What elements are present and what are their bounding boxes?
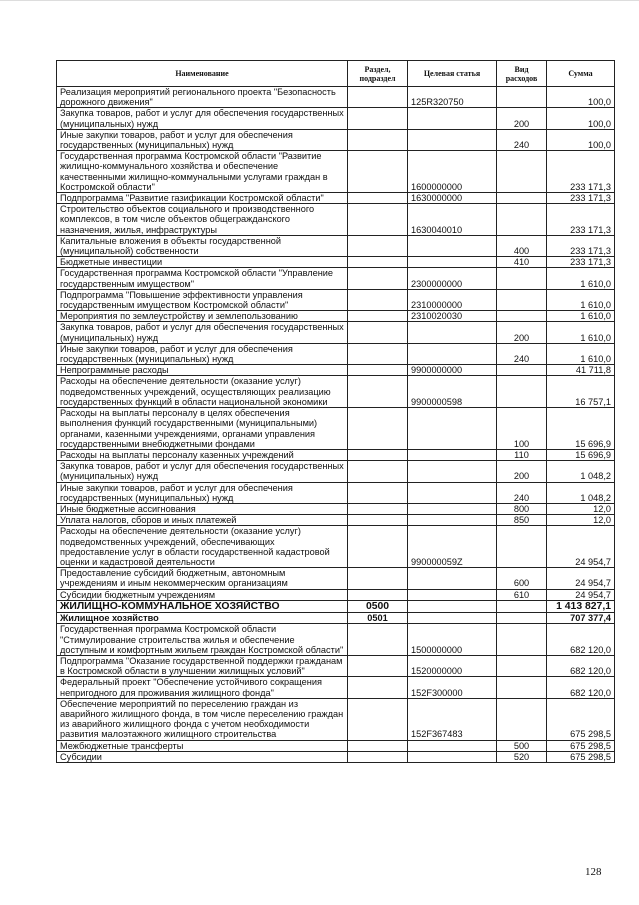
row-celevaya-cell [408, 235, 497, 256]
row-vid-cell: 240 [497, 343, 547, 364]
row-razdel-cell [348, 482, 408, 503]
row-vid-cell [497, 204, 547, 236]
row-celevaya-cell [408, 568, 497, 589]
row-celevaya-cell [408, 257, 497, 268]
row-summa-cell: 100,0 [547, 87, 615, 108]
row-celevaya-cell: 2310020030 [408, 311, 497, 322]
row-razdel-cell [348, 526, 408, 568]
row-summa-cell: 233 171,3 [547, 151, 615, 193]
row-vid-cell [497, 698, 547, 740]
table-row [57, 600, 615, 613]
row-vid-cell [497, 289, 547, 310]
table-row [57, 87, 615, 108]
row-razdel-cell [348, 656, 408, 677]
row-celevaya-cell: 1630000000 [408, 193, 497, 204]
row-celevaya-cell: 1520000000 [408, 656, 497, 677]
table-row [57, 235, 615, 256]
row-summa-cell: 233 171,3 [547, 235, 615, 256]
row-summa-cell: 1 610,0 [547, 322, 615, 343]
row-vid-cell [497, 376, 547, 408]
budget-table [56, 60, 615, 763]
row-name-cell: Иные бюджетные ассигнования [57, 503, 348, 514]
row-celevaya-cell [408, 322, 497, 343]
row-name-cell: Реализация мероприятий регионального проекта "Безопасность дорожного движения" [57, 87, 348, 108]
row-razdel-cell [348, 740, 408, 751]
row-vid-cell [497, 268, 547, 289]
row-summa-cell: 16 757,1 [547, 376, 615, 408]
row-celevaya-cell: 1600000000 [408, 151, 497, 193]
row-summa-cell: 233 171,3 [547, 204, 615, 236]
row-razdel-cell [348, 193, 408, 204]
row-celevaya-cell [408, 503, 497, 514]
row-summa-cell: 1 610,0 [547, 268, 615, 289]
row-vid-cell [497, 600, 547, 613]
row-name-cell: Расходы на выплаты персоналу казенных учреждений [57, 449, 348, 460]
row-razdel-cell [348, 503, 408, 514]
table-row [57, 449, 615, 460]
table-row [57, 257, 615, 268]
row-name-cell: Строительство объектов социального и производственного комплексов, в том числе объектов общегражданского назначения, жилья, инфраструктуры [57, 204, 348, 236]
table-row [57, 289, 615, 310]
row-razdel-cell [348, 449, 408, 460]
row-vid-cell: 410 [497, 257, 547, 268]
table-body [57, 87, 615, 763]
row-summa-cell: 15 696,9 [547, 408, 615, 450]
row-summa-cell: 675 298,5 [547, 740, 615, 751]
row-name-cell: Предоставление субсидий бюджетным, автономным учреждениям и иным некоммерческим организациям [57, 568, 348, 589]
row-razdel-cell [348, 589, 408, 600]
row-summa-cell: 1 048,2 [547, 461, 615, 482]
table-row [57, 129, 615, 150]
row-name-cell: Подпрограмма "Оказание государственной поддержки гражданам в Костромской области в улучшении жилищных условий" [57, 656, 348, 677]
row-razdel-cell [348, 87, 408, 108]
row-summa-cell: 24 954,7 [547, 526, 615, 568]
row-name-cell: Государственная программа Костромской области "Управление государственным имуществом" [57, 268, 348, 289]
row-razdel-cell [348, 257, 408, 268]
row-vid-cell [497, 193, 547, 204]
row-summa-cell: 1 610,0 [547, 289, 615, 310]
table-row [57, 503, 615, 514]
row-name-cell: Подпрограмма "Развитие газификации Костромской области" [57, 193, 348, 204]
row-name-cell: Федеральный проект "Обеспечение устойчивого сокращения непригодного для проживания жилищного фонда" [57, 677, 348, 698]
row-summa-cell: 24 954,7 [547, 568, 615, 589]
row-vid-cell: 200 [497, 461, 547, 482]
row-razdel-cell [348, 408, 408, 450]
row-name-cell: Межбюджетные трансферты [57, 740, 348, 751]
row-celevaya-cell: 1630040010 [408, 204, 497, 236]
row-celevaya-cell [408, 108, 497, 129]
row-razdel-cell [348, 677, 408, 698]
row-name-cell: Иные закупки товаров, работ и услуг для обеспечения государственных (муниципальных) нужд [57, 482, 348, 503]
row-celevaya-cell: 9900000000 [408, 365, 497, 376]
row-vid-cell: 610 [497, 589, 547, 600]
row-celevaya-cell: 2300000000 [408, 268, 497, 289]
row-celevaya-cell [408, 613, 497, 624]
row-vid-cell [497, 87, 547, 108]
row-name-cell: Мероприятия по землеустройству и землепользованию [57, 311, 348, 322]
row-summa-cell: 24 954,7 [547, 589, 615, 600]
row-celevaya-cell [408, 740, 497, 751]
row-celevaya-cell: 2310000000 [408, 289, 497, 310]
table-row [57, 376, 615, 408]
row-razdel-cell: 0500 [348, 600, 408, 613]
table-row [57, 751, 615, 762]
table-row [57, 311, 615, 322]
row-vid-cell: 200 [497, 322, 547, 343]
row-name-cell: Обеспечение мероприятий по переселению граждан из аварийного жилищного фонда, в том числе переселению граждан из аварийного жилищного фонда с учетом необходимости развития малоэтажного жилищного строительства [57, 698, 348, 740]
table-row [57, 589, 615, 600]
row-name-cell: Непрограммные расходы [57, 365, 348, 376]
row-vid-cell: 200 [497, 108, 547, 129]
row-name-cell: Расходы на обеспечение деятельности (оказание услуг) подведомственных учреждений, обеспечивающих предоставление услуг в области государственной кадастровой оценки и кадастровой деятельности [57, 526, 348, 568]
row-vid-cell: 400 [497, 235, 547, 256]
row-celevaya-cell [408, 343, 497, 364]
table-row [57, 408, 615, 450]
row-summa-cell: 675 298,5 [547, 751, 615, 762]
row-vid-cell [497, 311, 547, 322]
row-vid-cell: 600 [497, 568, 547, 589]
table-row [57, 365, 615, 376]
row-celevaya-cell [408, 482, 497, 503]
row-razdel-cell [348, 751, 408, 762]
table-row [57, 613, 615, 624]
row-summa-cell: 1 048,2 [547, 482, 615, 503]
table-row [57, 482, 615, 503]
row-summa-cell: 707 377,4 [547, 613, 615, 624]
row-name-cell: Субсидии [57, 751, 348, 762]
row-summa-cell: 675 298,5 [547, 698, 615, 740]
row-summa-cell: 100,0 [547, 108, 615, 129]
row-razdel-cell [348, 108, 408, 129]
row-celevaya-cell [408, 515, 497, 526]
table-row [57, 515, 615, 526]
row-summa-cell: 12,0 [547, 515, 615, 526]
row-name-cell: Капитальные вложения в объекты государственной (муниципальной) собственности [57, 235, 348, 256]
row-name-cell: Расходы на выплаты персоналу в целях обеспечения выполнения функций государственными (муниципальными) органами, казенными учреждениями, органами управления государственными внебюджетными фондами [57, 408, 348, 450]
row-celevaya-cell [408, 461, 497, 482]
row-vid-cell [497, 656, 547, 677]
row-celevaya-cell: 125R320750 [408, 87, 497, 108]
row-name-cell: Закупка товаров, работ и услуг для обеспечения государственных (муниципальных) нужд [57, 322, 348, 343]
row-vid-cell [497, 677, 547, 698]
row-name-cell: Уплата налогов, сборов и иных платежей [57, 515, 348, 526]
row-name-cell: ЖИЛИЩНО-КОММУНАЛЬНОЕ ХОЗЯЙСТВО [57, 600, 348, 613]
row-razdel-cell [348, 365, 408, 376]
row-vid-cell [497, 613, 547, 624]
table-row [57, 268, 615, 289]
row-summa-cell: 41 711,8 [547, 365, 615, 376]
row-razdel-cell [348, 568, 408, 589]
table-row [57, 740, 615, 751]
row-name-cell: Государственная программа Костромской области "Стимулирование строительства жилья и обеспечение доступным и комфортным жильем граждан Костромской области" [57, 624, 348, 656]
row-summa-cell: 1 413 827,1 [547, 600, 615, 613]
row-name-cell: Жилищное хозяйство [57, 613, 348, 624]
row-celevaya-cell [408, 449, 497, 460]
row-celevaya-cell: 152F300000 [408, 677, 497, 698]
row-vid-cell: 240 [497, 129, 547, 150]
row-vid-cell: 500 [497, 740, 547, 751]
table-row [57, 343, 615, 364]
row-name-cell: Закупка товаров, работ и услуг для обеспечения государственных (муниципальных) нужд [57, 108, 348, 129]
row-celevaya-cell [408, 589, 497, 600]
row-name-cell: Закупка товаров, работ и услуг для обеспечения государственных (муниципальных) нужд [57, 461, 348, 482]
header-summa: Сумма [547, 61, 615, 87]
table-row [57, 151, 615, 193]
row-vid-cell [497, 151, 547, 193]
row-razdel-cell [348, 515, 408, 526]
row-summa-cell: 12,0 [547, 503, 615, 514]
row-summa-cell: 1 610,0 [547, 311, 615, 322]
row-summa-cell: 682 120,0 [547, 624, 615, 656]
row-vid-cell [497, 624, 547, 656]
row-vid-cell: 850 [497, 515, 547, 526]
table-row [57, 108, 615, 129]
row-summa-cell: 682 120,0 [547, 677, 615, 698]
header-name: Наименование [57, 61, 348, 87]
row-celevaya-cell [408, 600, 497, 613]
row-celevaya-cell [408, 129, 497, 150]
row-razdel-cell [348, 204, 408, 236]
row-razdel-cell [348, 311, 408, 322]
row-name-cell: Иные закупки товаров, работ и услуг для обеспечения государственных (муниципальных) нужд [57, 343, 348, 364]
row-summa-cell: 100,0 [547, 129, 615, 150]
row-name-cell: Бюджетные инвестиции [57, 257, 348, 268]
row-celevaya-cell: 152F367483 [408, 698, 497, 740]
table-row [57, 624, 615, 656]
row-razdel-cell [348, 624, 408, 656]
row-razdel-cell [348, 289, 408, 310]
row-razdel-cell [348, 376, 408, 408]
row-vid-cell: 800 [497, 503, 547, 514]
table-row [57, 526, 615, 568]
page-number: 128 [585, 866, 602, 878]
table-row [57, 568, 615, 589]
row-summa-cell: 15 696,9 [547, 449, 615, 460]
row-summa-cell: 682 120,0 [547, 656, 615, 677]
row-summa-cell: 1 610,0 [547, 343, 615, 364]
row-vid-cell: 520 [497, 751, 547, 762]
row-name-cell: Государственная программа Костромской области "Развитие жилищно-коммунального хозяйства и обеспечение качественными жилищно-коммунальными услугами граждан в Костромской области" [57, 151, 348, 193]
row-vid-cell: 110 [497, 449, 547, 460]
row-razdel-cell [348, 698, 408, 740]
table-row [57, 677, 615, 698]
row-vid-cell [497, 526, 547, 568]
table-row [57, 204, 615, 236]
row-vid-cell: 240 [497, 482, 547, 503]
row-celevaya-cell: 9900000598 [408, 376, 497, 408]
header-celevaya: Целевая статья [408, 61, 497, 87]
row-celevaya-cell: 990000059Z [408, 526, 497, 568]
row-name-cell: Субсидии бюджетным учреждениям [57, 589, 348, 600]
row-celevaya-cell [408, 751, 497, 762]
table-row [57, 461, 615, 482]
row-name-cell: Подпрограмма "Повышение эффективности управления государственным имуществом Костромской области" [57, 289, 348, 310]
row-summa-cell: 233 171,3 [547, 257, 615, 268]
header-vid: Вид расходов [497, 61, 547, 87]
row-vid-cell [497, 365, 547, 376]
row-razdel-cell [348, 235, 408, 256]
scan-edge-line [0, 0, 639, 1]
row-razdel-cell [348, 129, 408, 150]
table-header-row [57, 61, 615, 87]
row-razdel-cell [348, 322, 408, 343]
row-razdel-cell: 0501 [348, 613, 408, 624]
row-summa-cell: 233 171,3 [547, 193, 615, 204]
table-row [57, 193, 615, 204]
header-razdel: Раздел, подраздел [348, 61, 408, 87]
table-row [57, 698, 615, 740]
row-razdel-cell [348, 461, 408, 482]
row-celevaya-cell: 1500000000 [408, 624, 497, 656]
table-row [57, 322, 615, 343]
row-name-cell: Иные закупки товаров, работ и услуг для обеспечения государственных (муниципальных) нужд [57, 129, 348, 150]
row-vid-cell: 100 [497, 408, 547, 450]
row-razdel-cell [348, 151, 408, 193]
row-celevaya-cell [408, 408, 497, 450]
row-razdel-cell [348, 268, 408, 289]
table-row [57, 656, 615, 677]
row-name-cell: Расходы на обеспечение деятельности (оказание услуг) подведомственных учреждений, осуществляющих реализацию государственных функций в области национальной экономики [57, 376, 348, 408]
row-razdel-cell [348, 343, 408, 364]
